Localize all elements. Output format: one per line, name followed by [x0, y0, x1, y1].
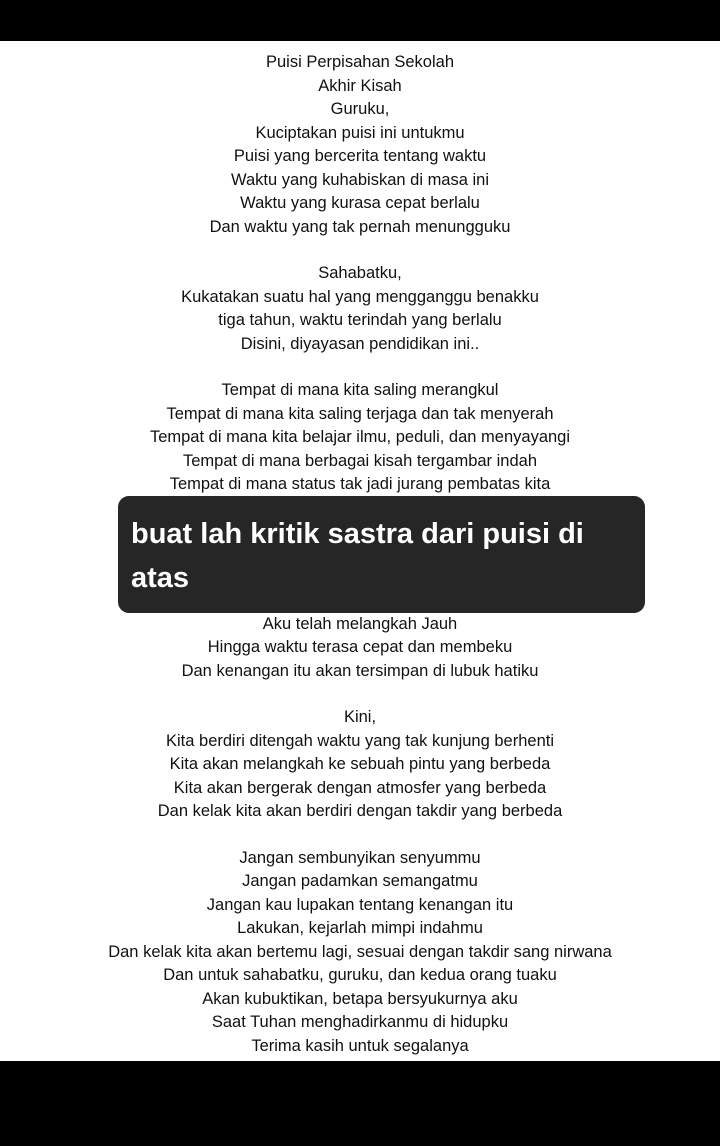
- poem-line: Kita akan melangkah ke sebuah pintu yang berbeda: [169, 755, 551, 773]
- poem-line: Jangan sembunyikan senyummu: [239, 848, 481, 867]
- poem-title: Puisi Perpisahan Sekolah: [265, 53, 455, 71]
- poem-line: Kini,: [343, 708, 377, 726]
- poem-line: Waktu yang kuhabiskan di masa ini: [230, 170, 490, 189]
- poem-line: Hingga waktu terasa cepat dan membeku: [207, 638, 513, 656]
- poem-line: Sahabatku,: [318, 264, 402, 282]
- poem-line: Dan kelak kita akan bertemu lagi, sesuai dengan takdir sang nirwana: [108, 942, 612, 961]
- poem-line: Tempat di mana kita belajar ilmu, peduli, dan menyayangi: [149, 428, 571, 446]
- poem-line: Waktu yang kurasa cepat berlalu: [240, 194, 480, 212]
- poem-line: Dan kenangan itu akan tersimpan di lubuk hatiku: [181, 661, 539, 680]
- poem-line: Guruku,: [330, 100, 390, 118]
- caption-text: buat lah kritik sastra dari puisi di atas: [131, 518, 584, 594]
- poem-line: Dan untuk sahabatku, guruku, dan kedua orang tuaku: [163, 966, 557, 984]
- poem-subtitle: Akhir Kisah: [318, 76, 402, 95]
- poem-line: Aku telah melangkah Jauh: [262, 614, 458, 633]
- poem-line: Kuciptakan puisi ini untukmu: [255, 123, 465, 142]
- poem-line: Jangan padamkan semangatmu: [242, 872, 478, 890]
- poem-line: Saat Tuhan menghadirkanmu di hidupku: [211, 1013, 509, 1031]
- top-status-bar: [0, 0, 720, 41]
- poem-line: Dan kelak kita akan berdiri dengan takdir yang berbeda: [157, 802, 563, 820]
- poem-line: Tempat di mana kita saling merangkul: [221, 381, 499, 399]
- bottom-bar: [0, 1061, 720, 1146]
- stanza-gap: [0, 683, 720, 706]
- poem-line: Lakukan, kejarlah mimpi indahmu: [237, 919, 483, 937]
- poem-line: Dan waktu yang tak pernah menungguku: [209, 217, 511, 236]
- poem-line: Kita berdiri ditengah waktu yang tak kunjung berhenti: [166, 731, 554, 750]
- poem-line: Jangan kau lupakan tentang kenangan itu: [206, 895, 514, 914]
- poem-line: Kita akan bergerak dengan atmosfer yang berbeda: [173, 778, 547, 797]
- poem-line: Puisi yang bercerita tentang waktu: [233, 147, 487, 165]
- poem-line: Akan kubuktikan, betapa bersyukurnya aku: [202, 989, 518, 1008]
- caption-overlay: [118, 496, 645, 613]
- poem-line: Tempat di mana berbagai kisah tergambar indah: [182, 451, 538, 470]
- poem-line: Disini, diyayasan pendidikan ini..: [240, 334, 480, 353]
- stanza-gap: [0, 356, 720, 379]
- stanza-gap: [0, 824, 720, 847]
- poem-line: tiga tahun, waktu terindah yang berlalu: [218, 311, 502, 329]
- poem-line: Terima kasih untuk segalanya: [251, 1036, 469, 1055]
- stanza-gap: [0, 239, 720, 262]
- poem-line: Tempat di mana kita saling terjaga dan tak menyerah: [166, 404, 554, 423]
- poem-line: Kukatakan suatu hal yang mengganggu benakku: [181, 287, 539, 306]
- poem-line: Tempat di mana status tak jadi jurang pembatas kita: [169, 475, 551, 493]
